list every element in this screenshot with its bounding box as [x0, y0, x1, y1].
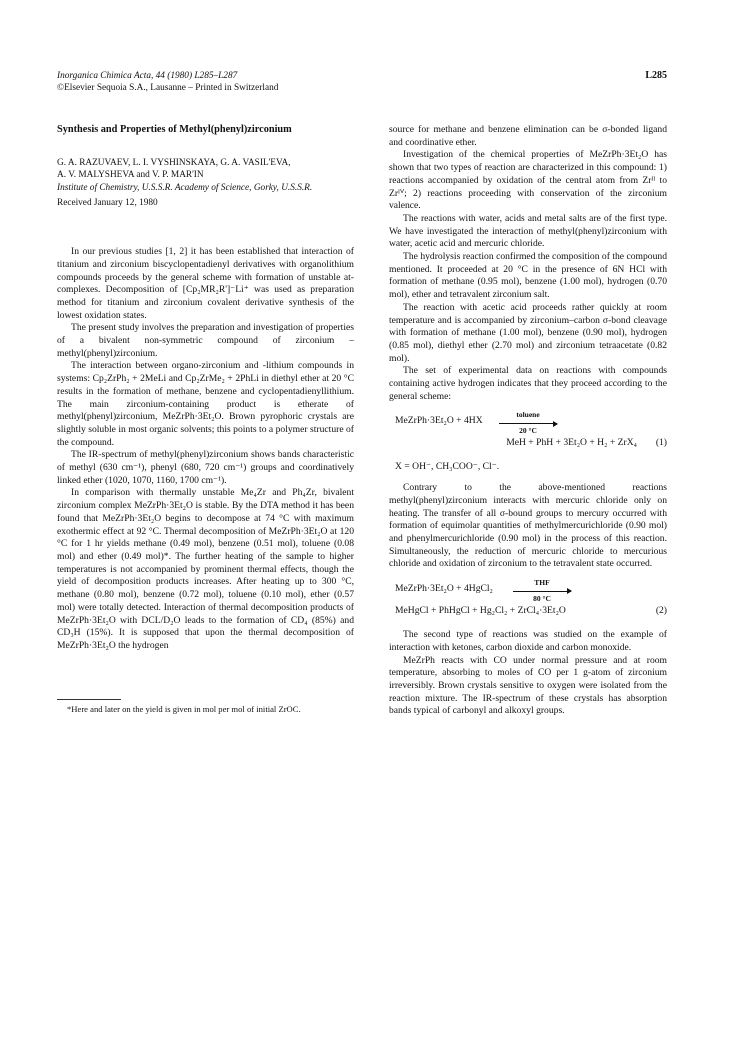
article-title: Synthesis and Properties of Methyl(phenyl)zirconium [57, 124, 292, 135]
paragraph: Investigation of the chemical properties of MeZrPh·3Et₂O has shown that two types of reaction are characterized in this compound: 1) reactions accompanied by oxidation of the central atom from Zrᴵᴵ to Zrᴵⱽ; 2) reactions proceeding with conservation of the zirconium valence. [389, 149, 667, 212]
equation-lhs: MeZrPh·3Et₂O + 4HX [395, 415, 483, 427]
equation-number: (1) [655, 437, 667, 449]
paragraph: The reaction with acetic acid proceeds rather quickly at room temperature and is accompanied by zirconium–carbon σ-bond cleavage with formation of methane (1.00 mol), benzene (0.90 mol), hydrogen (0.85 mol), diethyl ether (2.70 mol) and zirconium tetraacetate (0.82 mol). [389, 301, 667, 364]
arrow-condition-above: THF [534, 578, 550, 588]
affiliation: Institute of Chemistry, U.S.S.R. Academy of Science, Gorky, U.S.S.R. [57, 182, 313, 193]
arrow-condition-below: 80 °C [533, 593, 551, 603]
authors-line-2: A. V. MALYSHEVA and V. P. MAR'IN [57, 170, 204, 181]
right-column [389, 124, 667, 718]
equation-number: (2) [655, 605, 667, 617]
reaction-arrow [513, 577, 571, 605]
received-date: Received January 12, 1980 [57, 198, 158, 209]
equation-1 [389, 407, 667, 455]
equation-2 [389, 575, 667, 623]
paragraph: source for methane and benzene elimination can be σ-bonded ligand and coordinative ether. [389, 124, 667, 148]
page-number: L285 [645, 70, 667, 81]
paragraph: The IR-spectrum of methyl(phenyl)zirconium shows bands characteristic of methyl (630 cm⁻¹), phenyl (680, 720 cm⁻¹) groups and coordinatively linked ether (1020, 1070, 1160, 1700 cm⁻¹). [57, 449, 354, 486]
page-header [57, 70, 667, 94]
paragraph: The set of experimental data on reactions with compounds containing active hydrogen indicates that they proceed according to the general scheme: [389, 365, 667, 402]
paragraph: The reactions with water, acids and metal salts are of the first type. We have investigated the interaction of methyl(phenyl)zirconium with water, acetic acid and mercuric chloride. [389, 212, 667, 250]
arrow-condition-above: toluene [516, 410, 540, 420]
arrow-line [499, 423, 557, 424]
publisher-line: ©Elsevier Sequoia S.A., Lausanne – Printed in Switzerland [57, 83, 279, 93]
left-column [57, 124, 354, 715]
paragraph: The present study involves the preparation and investigation of properties of a bivalent non-symmetric compound of zirconium – methyl(phenyl)zirconium. [57, 322, 354, 359]
paragraph: In our previous studies [1, 2] it has been established that interaction of titanium and zirconium biscyclopentadienyl derivatives with organolithium compounds proceeds by the general scheme with formation of unstable at-complexes. Decomposition of [Cp₂MR₂R']⁻Li⁺ was used as preparation method for titanium and zirconium covalent derivative synthesis of the lowest oxidation states. [57, 246, 354, 321]
x-definition: X = OH⁻, CH₃COO⁻, Cl⁻. [395, 461, 500, 473]
paragraph: Contrary to the above-mentioned reactions methyl(phenyl)zirconium interacts with mercuric chloride only on heating. The transfer of all σ-bound groups to mercury occurred with formation of equimolar quantities of methylmercurichloride (0.90 mol) and phenylmercurichloride (0.90 mol) in the process of this reaction. Simultaneously, the reduction of mercuric chloride to mercurious chloride and oxidation of zirconium to the tetravalent state occurred. [389, 482, 667, 570]
equation-rhs: MeH + PhH + 3Et₂O + H₂ + ZrX₄ [506, 437, 637, 449]
journal-citation: Inorganica Chimica Acta, 44 (1980) L285–L287 [57, 71, 238, 81]
equation-rhs: MeHgCl + PhHgCl + Hg₂Cl₂ + ZrCl₄·3Et₂O [395, 605, 566, 617]
reaction-arrow [499, 409, 557, 437]
arrow-condition-below: 20 °C [519, 426, 537, 436]
paragraph: The hydrolysis reaction confirmed the composition of the compound mentioned. It proceeded at 20 °C in the presence of 6N HCl with formation of methane (0.95 mol), benzene (1.00 mol), hydrogen (0.70 mol), ether and tetravalent zirconium salt. [389, 251, 667, 301]
authors-line-1: G. A. RAZUVAEV, L. I. VYSHINSKAYA, G. A. VASIL'EVA, [57, 157, 291, 168]
paragraph: MeZrPh reacts with CO under normal pressure and at room temperature, absorbing to moles of CO per 1 g-atom of zirconium irreversibly. Brown crystals sensitive to oxygen were isolated from the reaction mixture. The IR-spectrum of these crystals has absorption bands typical of carbonyl and alkoxyl groups. [389, 654, 667, 717]
arrow-line [513, 591, 571, 592]
footnote: *Here and later on the yield is given in mol per mol of initial ZrOC. [67, 703, 301, 714]
footnote-divider [57, 699, 121, 700]
paragraph: In comparison with thermally unstable Me₄Zr and Ph₄Zr, bivalent zirconium complex MeZrPh·3Et₂O is stable. By the DTA method it has been found that MeZrPh·3Et₂O begins to decompose at 74 °C with maximum exothermic effect at 92 °C. Thermal decomposition of MeZrPh·3Et₂O at 120 °C for 1 hr yields methane (0.49 mol), benzene (0.51 mol), toluene (0.08 mol) and ether (0.49 mol)*. The further heating of the sample to higher temperatures is not accompanied by prominent thermal effects, though the yield of decomposition products increases. After heating up to 300 °C, methane (0.80 mol), benzene (0.72 mol), toluene (0.10 mol), ether (0.57 mol) were totally detected. Interaction of thermal decomposition products of MeZrPh·3Et₂O with DCL/D₂O leads to the formation of CD₄ (85%) and CD₃H (15%). It is supposed that upon the thermal decomposition of MeZrPh·3Et₂O the hydrogen [57, 487, 354, 651]
paragraph: The second type of reactions was studied on the example of interaction with ketones, carbon dioxide and carbon monoxide. [389, 629, 667, 653]
paragraph: The interaction between organo-zirconium and -lithium compounds in systems: Cp₂ZrPh₂ + 2MeLi and Cp₂ZrMe₂ + 2PhLi in diethyl ether at 20 °C results in the formation of methane, benzene and cyclopentadienyllithium. The main zirconium-containing product is etherate of methyl(phenyl)zirconium, MeZrPh·3Et₂O. Brown pyrophoric crystals are slightly soluble in most organic solvents; this points to a polymer structure of the compound. [57, 360, 354, 448]
equation-lhs: MeZrPh·3Et₂O + 4HgCl₂ [395, 583, 493, 595]
